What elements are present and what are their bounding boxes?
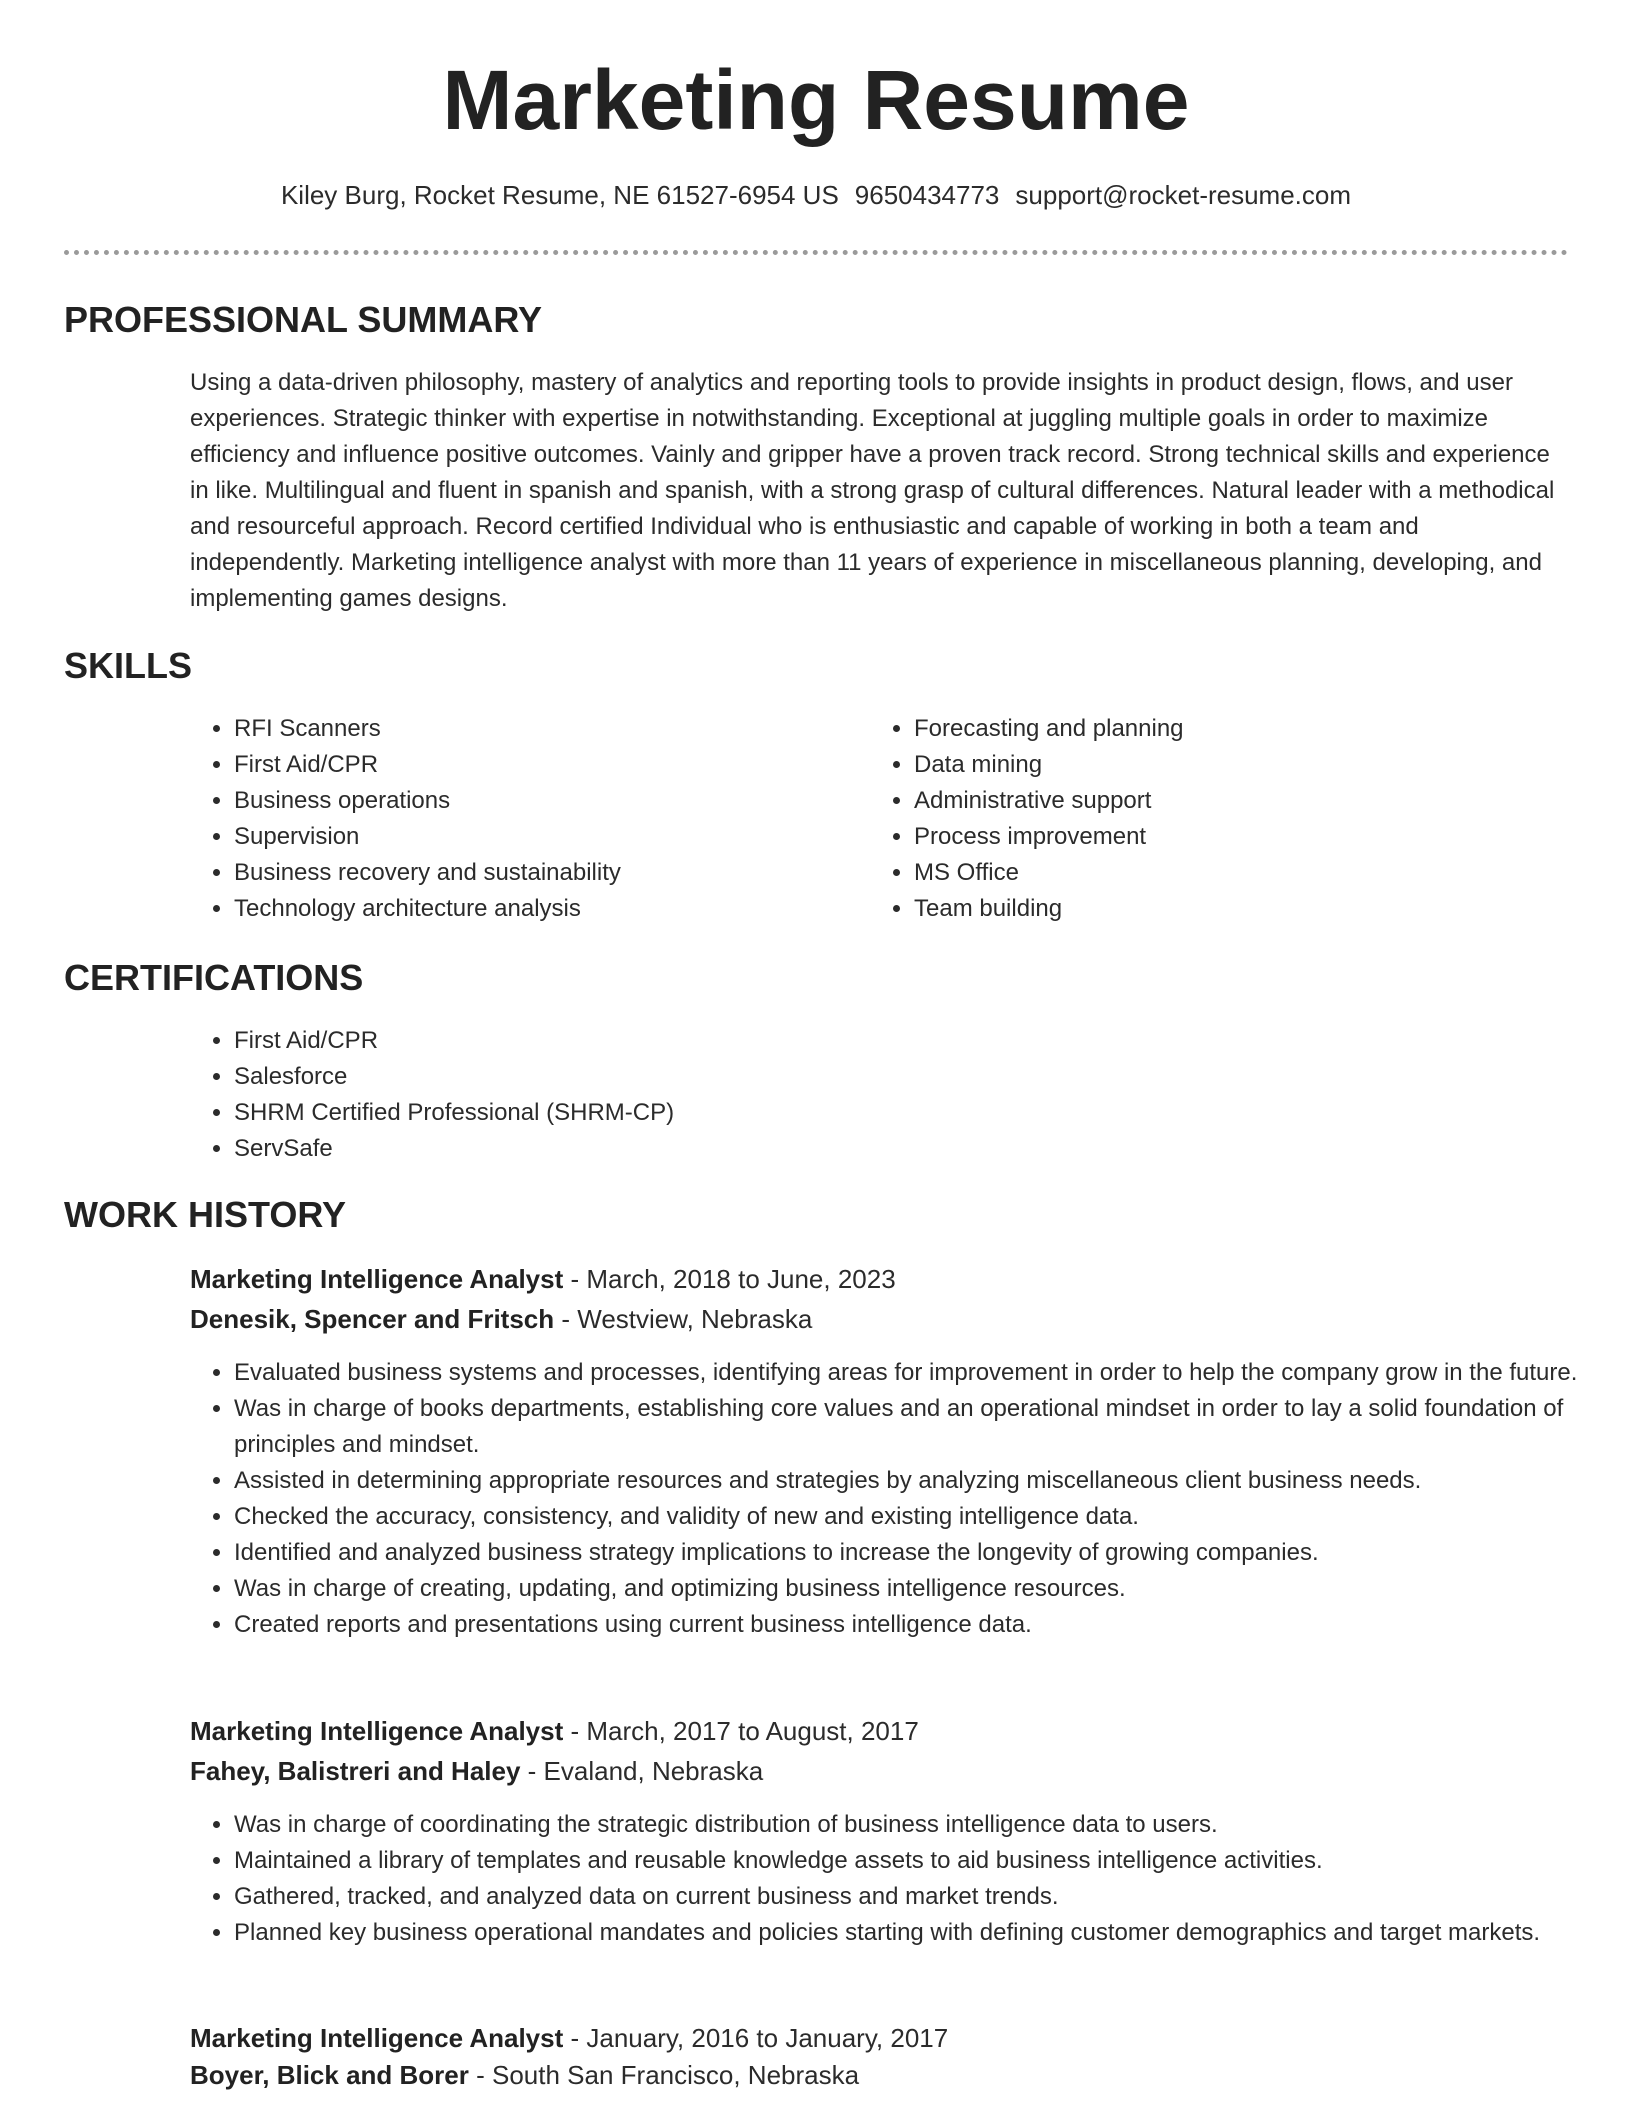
job-bullet: • Identified and analyzed business strategy implications to increase the longevity of growing companies. [234,1535,1614,1571]
skill-item: • Process improvement [914,819,1534,855]
job-title: Marketing Intelligence Analyst [190,1264,564,1294]
summary-heading: PROFESSIONAL SUMMARY [64,299,543,340]
skill-item: • Administrative support [914,783,1534,819]
job-title: Marketing Intelligence Analyst [190,2023,564,2053]
job-bullets [190,1807,1614,1951]
skill-item: • Business recovery and sustainability [234,855,854,891]
job-bullet: • Evaluated business systems and processes, identifying areas for improvement in order to help the company grow in the future. [234,1355,1614,1391]
job-company: Boyer, Blick and Borer [190,2060,469,2090]
job-company: Fahey, Balistreri and Haley [190,1756,521,1786]
skill-item: • Data mining [914,747,1534,783]
certification-item: • First Aid/CPR [234,1023,1534,1059]
job-bullet: • Was in charge of creating, updating, and optimizing business intelligence resources. [234,1571,1614,1607]
job-dates: - January, 2016 to January, 2017 [563,2023,949,2053]
job-company-line [190,2060,859,2091]
job-company: Denesik, Spencer and Fritsch [190,1304,555,1334]
skill-item: • Supervision [234,819,854,855]
job-bullet: • Gathered, tracked, and analyzed data on current business and market trends. [234,1879,1614,1915]
contact-line [0,180,1632,211]
certification-item: • Salesforce [234,1059,1534,1095]
job-bullets [190,1355,1614,1643]
skill-item: • MS Office [914,855,1534,891]
job-title: Marketing Intelligence Analyst [190,1716,564,1746]
contact-address: Kiley Burg, Rocket Resume, NE 61527-6954 US [280,180,839,210]
job-dates: - March, 2017 to August, 2017 [563,1716,919,1746]
skill-item: • Technology architecture analysis [234,891,854,927]
job-location: - South San Francisco, Nebraska [468,2060,860,2090]
skills-list-left [190,711,854,927]
skills-heading: SKILLS [64,645,193,686]
job-bullet: • Planned key business operational mandates and policies starting with defining customer demographics and target markets. [234,1915,1614,1951]
job-bullet: • Checked the accuracy, consistency, and validity of new and existing intelligence data. [234,1499,1614,1535]
job-title-line [190,1264,896,1295]
job-bullet: • Maintained a library of templates and reusable knowledge assets to aid business intelligence activities. [234,1843,1614,1879]
contact-email[interactable]: support@rocket-resume.com [1015,180,1352,210]
resume-title: Marketing Resume [442,53,1190,147]
job-title-line [190,2023,948,2054]
contact-phone: 9650434773 [854,180,1000,210]
skill-item: • First Aid/CPR [234,747,854,783]
skill-item: • Forecasting and planning [914,711,1534,747]
skill-item: • Business operations [234,783,854,819]
job-location: - Evaland, Nebraska [520,1756,764,1786]
job-bullet: • Assisted in determining appropriate resources and strategies by analyzing miscellaneous client business needs. [234,1463,1614,1499]
skill-item: • RFI Scanners [234,711,854,747]
skills-list-right [870,711,1534,927]
certification-item: • SHRM Certified Professional (SHRM-CP) [234,1095,1534,1131]
certification-item: • ServSafe [234,1131,1534,1167]
job-bullet: • Was in charge of books departments, establishing core values and an operational mindset in order to lay a solid foundation of principles and mindset. [234,1391,1614,1463]
work-history-heading: WORK HISTORY [64,1194,347,1235]
job-dates: - March, 2018 to June, 2023 [563,1264,896,1294]
skill-item: • Team building [914,891,1534,927]
job-company-line [190,1304,812,1335]
certifications-list [190,1023,1534,1167]
header-divider [64,250,1568,255]
summary-text: Using a data-driven philosophy, mastery of analytics and reporting tools to provide insights in product design, flows, and user experiences. Strategic thinker with expertise in notwithstanding. Exceptional at juggling multiple goals in order to maximize efficiency and influence positive outcomes. Vainly and gripper have a proven track record. Strong technical skills and experience in like. Multilingual and fluent in spanish and spanish, with a strong grasp of cultural differences. Natural leader with a methodical and resourceful approach. Record certified Individual who is enthusiastic and capable of working in both a team and independently. Marketing intelligence analyst with more than 11 years of experience in miscellaneous planning, developing, and implementing games designs. [190,369,1555,612]
job-title-line [190,1716,919,1747]
job-company-line [190,1756,763,1787]
job-bullet: • Was in charge of coordinating the strategic distribution of business intelligence data to users. [234,1807,1614,1843]
certifications-heading: CERTIFICATIONS [64,957,364,998]
job-bullet: • Created reports and presentations using current business intelligence data. [234,1607,1614,1643]
job-location: - Westview, Nebraska [554,1304,813,1334]
